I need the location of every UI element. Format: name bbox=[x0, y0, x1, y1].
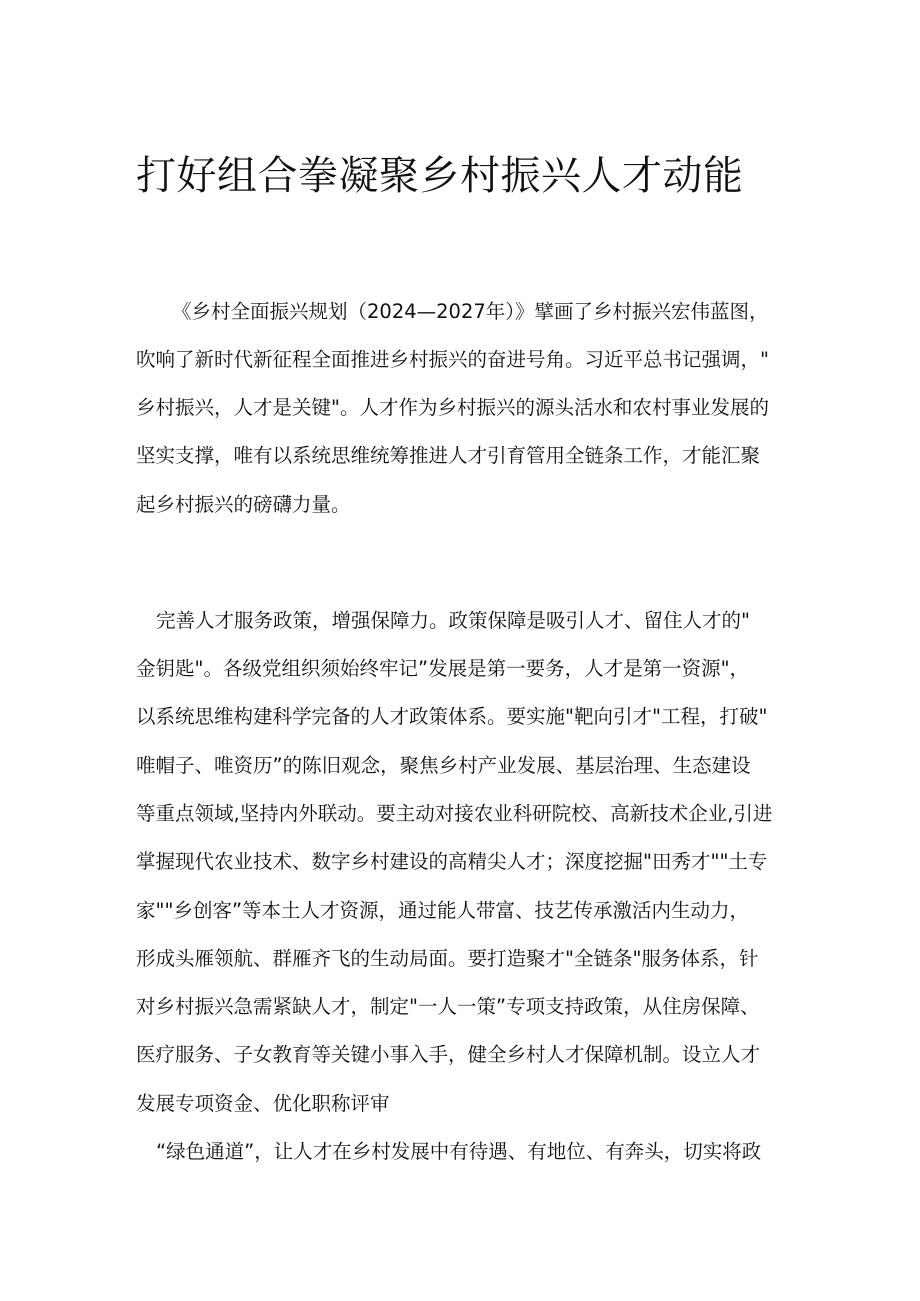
paragraph-2-line: “绿色通道”，让人才在乡村发展中有待遇、有地位、有奔头，切实将政 bbox=[156, 1140, 762, 1163]
paragraph-1-line: 乡村振兴，人才是关键"。人才作为乡村振兴的源头活水和农村事业发展的 bbox=[136, 396, 769, 419]
paragraph-2-line: 以系统思维构建科学完备的人才政策体系。要实施"靶向引才"工程，打破" bbox=[136, 705, 768, 728]
paragraph-2-line: 完善人才服务政策，增强保障力。政策保障是吸引人才、留住人才的" bbox=[156, 609, 750, 632]
paragraph-2-line: 金钥匙"。各级党组织须始终牢记”发展是第一要务，人才是第一资源"， bbox=[136, 657, 750, 680]
paragraph-1-line: 坚实支撑，唯有以系统思维统筹推进人才引育管用全链条工作，才能汇聚 bbox=[136, 444, 761, 467]
paragraph-2-line: 唯帽子、唯资历”的陈旧观念，聚焦乡村产业发展、基层治理、生态建设 bbox=[136, 754, 751, 777]
paragraph-2-line: 掌握现代农业技术、数字乡村建设的高精尖人才；深度挖掘"田秀才""土专 bbox=[136, 850, 768, 873]
paragraph-2-line: 家""乡创客”等本土人才资源，通过能人带富、技艺传承激活内生动力， bbox=[136, 899, 750, 922]
document-title: 打好组合拳凝聚乡村振兴人才动能 bbox=[136, 153, 744, 199]
paragraph-1-line: 吹响了新时代新征程全面推进乡村振兴的奋进号角。习近平总书记强调，" bbox=[136, 348, 769, 371]
paragraph-1-line: 《乡村全面振兴规划（2024—2027年）》擘画了乡村振兴宏伟蓝图， bbox=[172, 300, 769, 323]
paragraph-2-line: 医疗服务、子女教育等关键小事入手，健全乡村人才保障机制。设立人才 bbox=[136, 1043, 761, 1066]
paragraph-1-line: 起乡村振兴的磅礴力量。 bbox=[136, 493, 351, 516]
paragraph-2-line: 等重点领域,坚持内外联动。要主动对接农业科研院校、高新技术企业,引进 bbox=[136, 802, 773, 825]
paragraph-2-line: 对乡村振兴急需紧缺人才，制定"一人一策”专项支持政策，从住房保障、 bbox=[136, 995, 760, 1018]
paragraph-2-line: 发展专项资金、优化职称评审 bbox=[136, 1092, 390, 1115]
paragraph-2-line: 形成头雁领航、群雁齐飞的生动局面。要打造聚才"全链条"服务体系，针 bbox=[136, 947, 759, 970]
